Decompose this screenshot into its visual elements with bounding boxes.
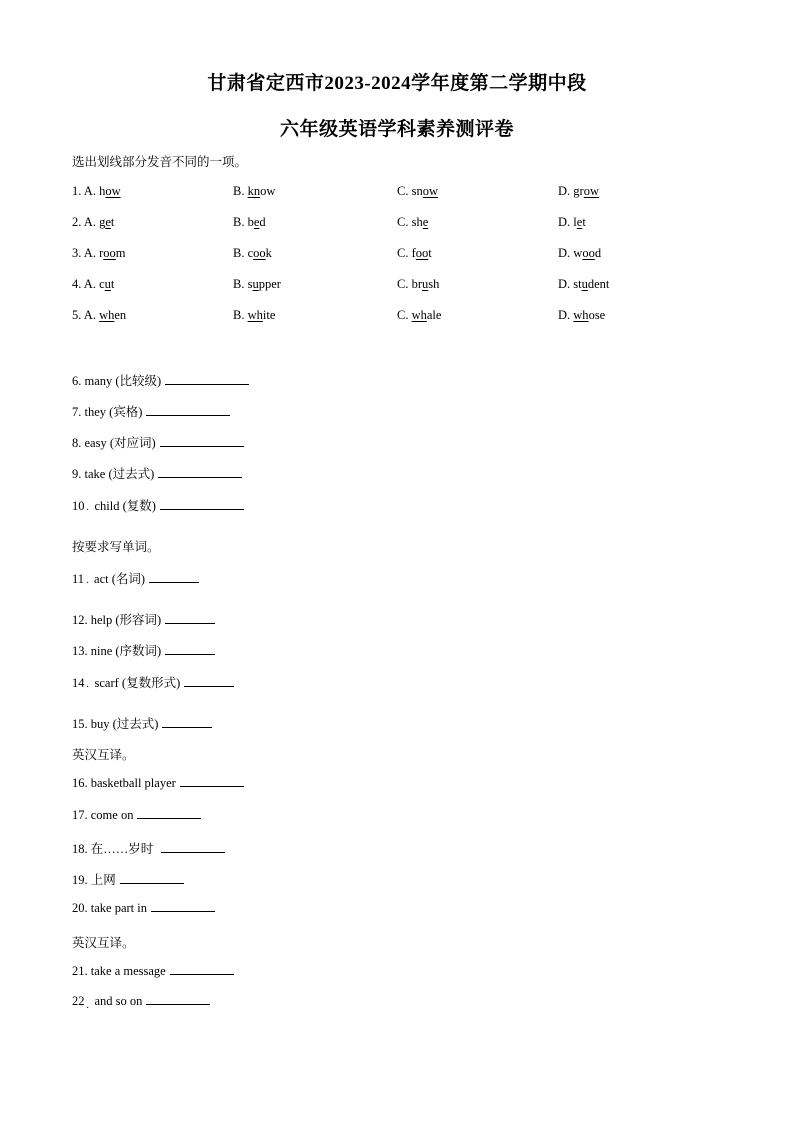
question-8: 8. easy (对应词) — [72, 433, 244, 451]
answer-blank[interactable] — [184, 676, 234, 687]
question-9: 9. take (过去式) — [72, 464, 242, 482]
answer-blank[interactable] — [146, 405, 230, 416]
section-heading-word-forms: 按要求写单词。 — [72, 540, 160, 554]
section-heading-translation: 英汉互译。 — [72, 748, 135, 762]
answer-blank[interactable] — [165, 644, 215, 655]
list-dot: · — [86, 1003, 90, 1014]
answer-blank[interactable] — [151, 901, 215, 912]
question-2-option-a: 2. A. get — [72, 215, 115, 229]
section-heading-translation-2: 英汉互译。 — [72, 936, 135, 950]
question-21: 21. take a message — [72, 964, 234, 979]
question-3-option-b: B. cook — [233, 246, 272, 260]
answer-blank[interactable] — [146, 994, 210, 1005]
answer-blank[interactable] — [160, 436, 244, 447]
page-title: 甘肃省定西市2023-2024学年度第二学期中段 — [207, 73, 587, 94]
page-subtitle: 六年级英语学科素养测评卷 — [279, 119, 514, 140]
list-dot: · — [86, 505, 90, 516]
question-4-option-c: C. brush — [397, 277, 440, 291]
question-4-option-b: B. supper — [233, 277, 281, 291]
question-20: 20. take part in — [72, 901, 215, 916]
answer-blank[interactable] — [161, 842, 225, 853]
question-1-option-d: D. grow — [558, 184, 599, 198]
question-2-option-b: B. bed — [233, 215, 266, 229]
question-5-option-a: 5. A. when — [72, 308, 127, 322]
question-14: 14 scarf (复数形式) — [72, 673, 234, 691]
question-10: 10 child (复数) — [72, 496, 244, 514]
question-7: 7. they (宾格) — [72, 402, 230, 420]
question-5-option-d: D. whose — [558, 308, 606, 322]
question-22: 22 and so on — [72, 994, 210, 1009]
answer-blank[interactable] — [180, 776, 244, 787]
question-1-option-b: B. know — [233, 184, 276, 198]
question-2-option-c: C. she — [397, 215, 429, 229]
question-4-option-d: D. student — [558, 277, 610, 291]
answer-blank[interactable] — [160, 499, 244, 510]
question-6: 6. many (比较级) — [72, 371, 249, 389]
question-11: 11 act (名词) — [72, 569, 199, 587]
question-13: 13. nine (序数词) — [72, 641, 215, 659]
question-3-option-d: D. wood — [558, 246, 602, 260]
answer-blank[interactable] — [162, 717, 212, 728]
answer-blank[interactable] — [158, 467, 242, 478]
question-5-option-c: C. whale — [397, 308, 442, 322]
question-15: 15. buy (过去式) — [72, 714, 212, 732]
question-12: 12. help (形容词) — [72, 610, 215, 628]
question-17: 17. come on — [72, 808, 201, 823]
question-2-option-d: D. let — [558, 215, 586, 229]
question-1-option-c: C. snow — [397, 184, 438, 198]
answer-blank[interactable] — [149, 572, 199, 583]
question-1-option-a: 1. A. how — [72, 184, 121, 198]
answer-blank[interactable] — [170, 964, 234, 975]
question-3-option-c: C. foot — [397, 246, 432, 260]
question-4-option-a: 4. A. cut — [72, 277, 115, 291]
question-5-option-b: B. white — [233, 308, 276, 322]
list-dot: · — [86, 682, 90, 693]
question-19: 19. 上网 — [72, 870, 184, 888]
answer-blank[interactable] — [165, 374, 249, 385]
answer-blank[interactable] — [137, 808, 201, 819]
answer-blank[interactable] — [120, 873, 184, 884]
question-number: 1. A. — [72, 184, 100, 198]
answer-blank[interactable] — [165, 613, 215, 624]
question-3-option-a: 3. A. room — [72, 246, 126, 260]
section-heading-pronunciation: 选出划线部分发音不同的一项。 — [72, 155, 248, 169]
list-dot: · — [86, 578, 90, 589]
question-16: 16. basketball player — [72, 776, 244, 791]
question-18: 18. 在……岁时 — [72, 839, 225, 857]
